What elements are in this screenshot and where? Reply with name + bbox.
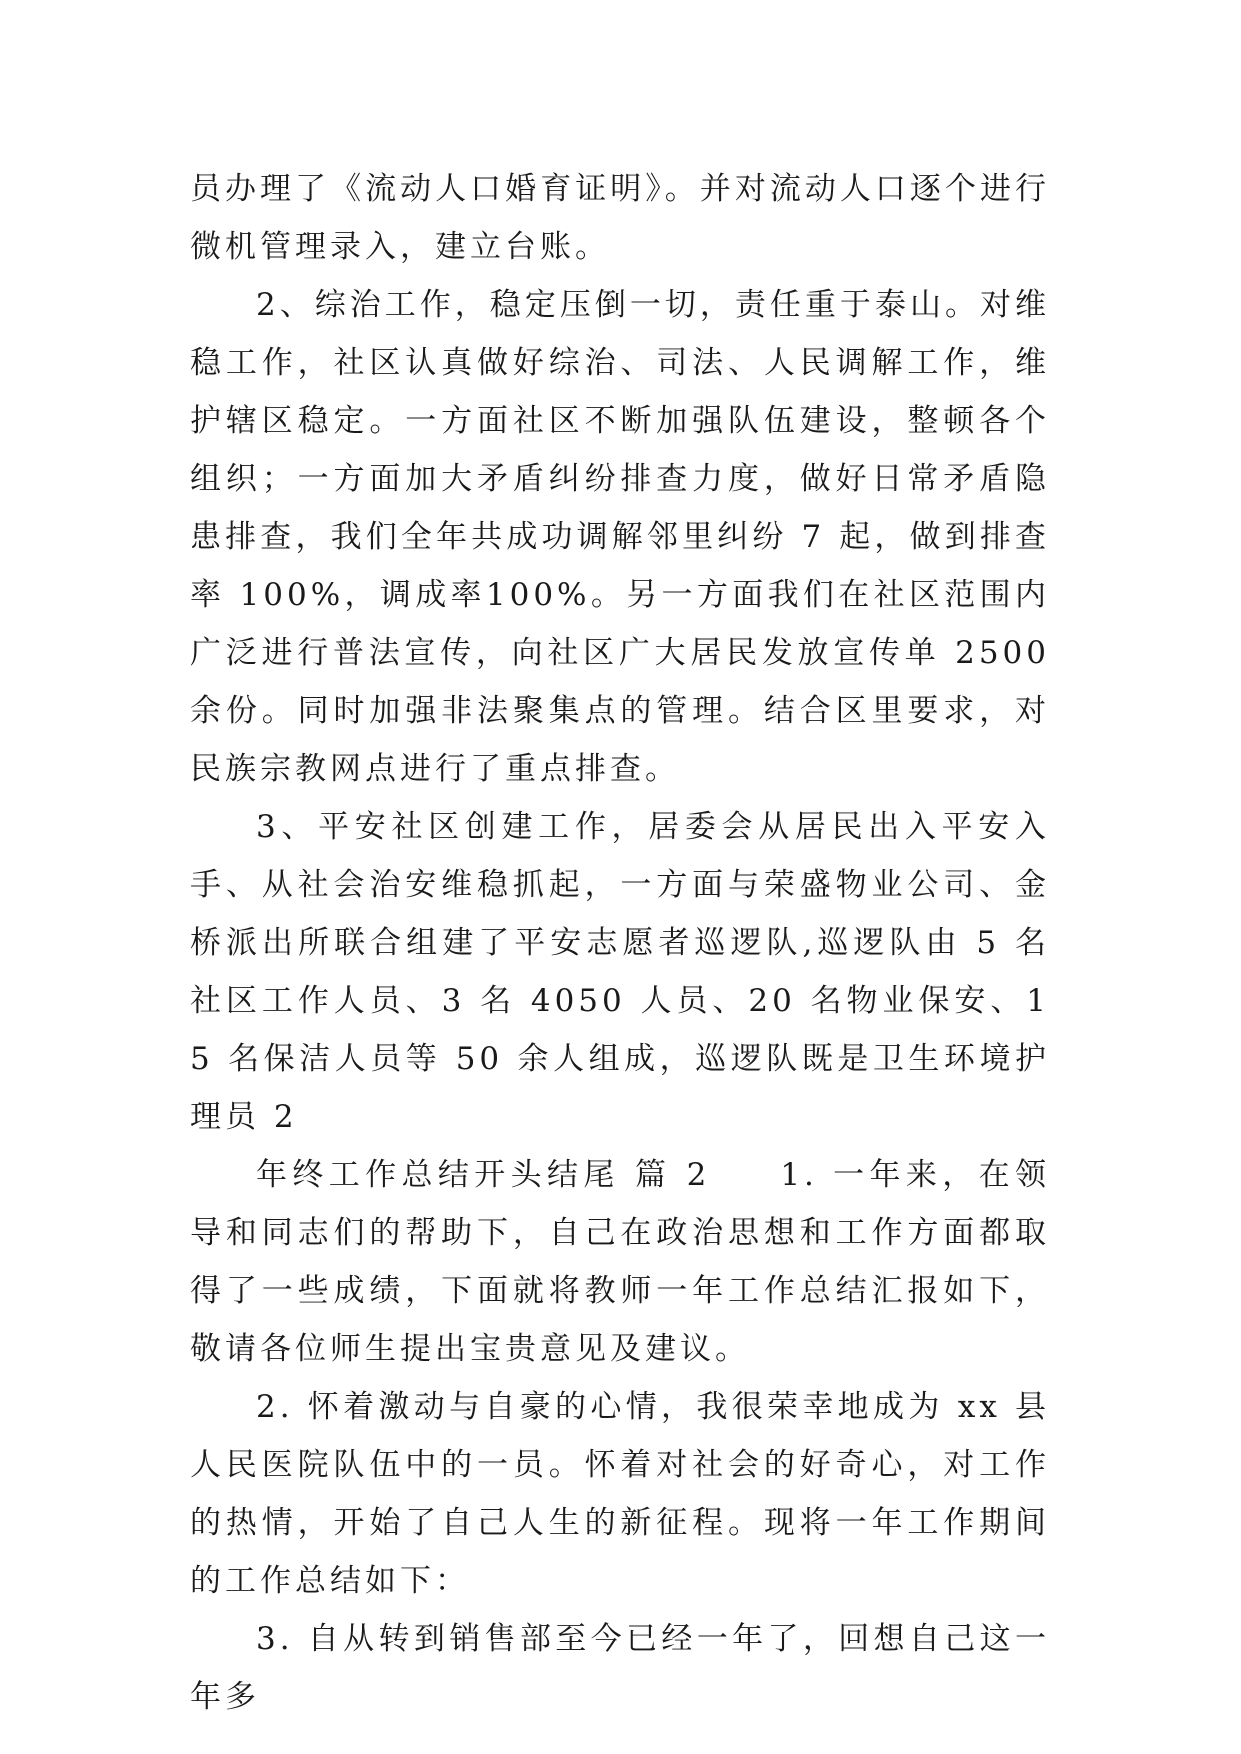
- paragraph-5: 2. 怀着激动与自豪的心情，我很荣幸地成为 xx 县人民医院队伍中的一员。怀着对社会的好奇心，对工作的热情，开始了自己人生的新征程。现将一年工作期间的工作总结如下：: [190, 1389, 1050, 1599]
- paragraph-2: 2、综治工作，稳定压倒一切，责任重于泰山。对维稳工作，社区认真做好综治、司法、人民调解工作，维护辖区稳定。一方面社区不断加强队伍建设，整顿各个组织；一方面加大矛盾纠纷排查力度，做好日常矛盾隐患排查，我们全年共成功调解邻里纠纷 7 起，做到排查率 100%，调成率100%。另一方面我们在社区范围内广泛进行普法宣传，向社区广大居民发放宣传单 2500 余份。同时加强非法聚集点的管理。结合区里要求，对民族宗教网点进行了重点排查。: [190, 287, 1050, 787]
- section-heading: 年终工作总结开头结尾 篇 2: [256, 1157, 711, 1193]
- paragraph-1: 员办理了《流动人口婚育证明》。并对流动人口逐个进行微机管理录入，建立台账。: [190, 171, 1050, 265]
- paragraph-6: 3. 自从转到销售部至今已经一年了，回想自己这一年多: [190, 1621, 1050, 1715]
- paragraph-4: [190, 1146, 1050, 1378]
- paragraph-3: 3、平安社区创建工作，居委会从居民出入平安入手、从社会治安维稳抓起，一方面与荣盛物业公司、金桥派出所联合组建了平安志愿者巡逻队,巡逻队由 5 名社区工作人员、3 名 4050 人员、20 名物业保安、15 名保洁人员等 50 余人组成，巡逻队既是卫生环境护理员 2: [190, 809, 1050, 1135]
- document-body: [190, 160, 1050, 1726]
- paragraph-4-text: 1. 一年来，在领导和同志们的帮助下，自己在政治思想和工作方面都取得了一些成绩，下面就将教师一年工作总结汇报如下，敬请各位师生提出宝贵意见及建议。: [190, 1157, 1050, 1367]
